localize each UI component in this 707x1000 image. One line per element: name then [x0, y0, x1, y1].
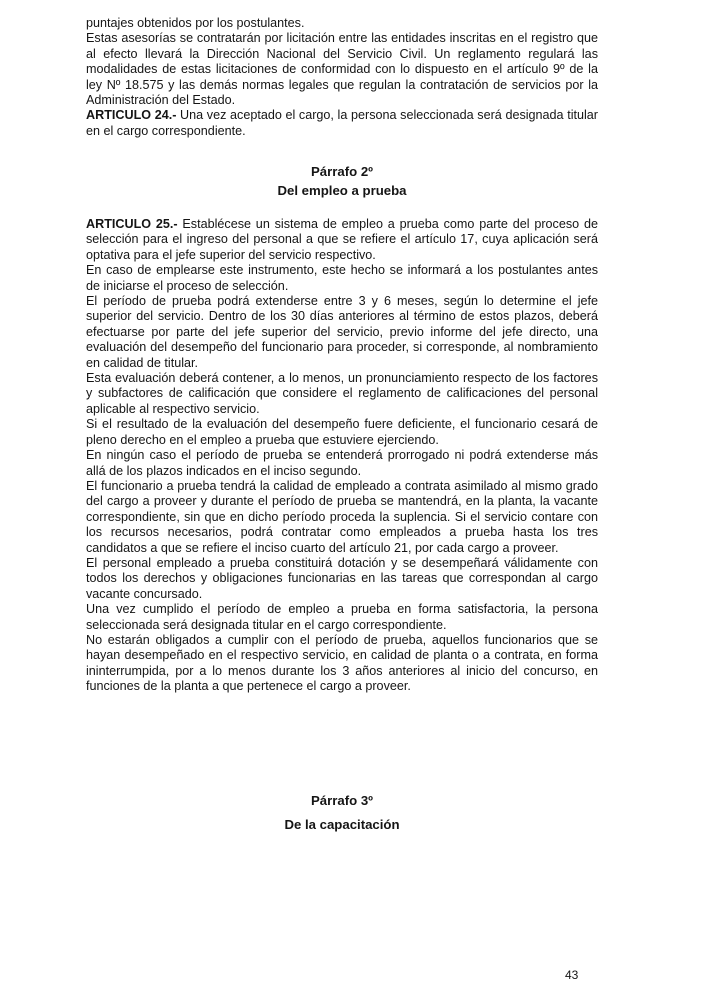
article-text: Una vez aceptado el cargo, la persona seleccionada será designada titular en el cargo correspondiente.: [86, 108, 598, 138]
paragraph: Esta evaluación deberá contener, a lo menos, un pronunciamiento respecto de los factores y subfactores de calificación que considere el reglamento de calificaciones del personal aplicable al respectivo servicio.: [86, 371, 598, 416]
parrafo-label: Párrafo 2º: [311, 164, 373, 179]
paragraph: En ningún caso el período de prueba se entenderá prorrogado ni podrá extenderse más allá de los plazos indicados en el inciso segundo.: [86, 448, 598, 478]
paragraph: Si el resultado de la evaluación del desempeño fuere deficiente, el funcionario cesará de pleno derecho en el empleo a prueba que estuviere ejerciendo.: [86, 417, 598, 447]
paragraph: puntajes obtenidos por los postulantes.: [86, 16, 305, 30]
section-title: Del empleo a prueba: [277, 183, 407, 198]
article-label: ARTICULO 24.-: [86, 108, 177, 123]
top-text-block: [86, 16, 598, 139]
paragraph: El período de prueba podrá extenderse entre 3 y 6 meses, según lo determine el jefe superior del servicio. Dentro de los 30 días anteriores al término de estos plazos, deberá efectuarse por parte del jefe superior del servicio, previo informe del jefe directo, una evaluación del desempeño del funcionario para proceder, si corresponde, al nombramiento en calidad de titular.: [86, 294, 598, 370]
paragraph: Una vez cumplido el período de empleo a prueba en forma satisfactoria, la persona seleccionada será designada titular en el cargo correspondiente.: [86, 602, 598, 632]
parrafo-label: Párrafo 3º: [311, 793, 373, 808]
article-text: Establécese un sistema de empleo a prueba como parte del proceso de selección para el ingreso del personal a que se refiere el artículo 17, cuya aplicación será optativa para el jefe superior del servicio respectivo.: [86, 217, 598, 262]
paragraph: El funcionario a prueba tendrá la calidad de empleado a contrata asimilado al mismo grado del cargo a proveer y durante el período de prueba se mantendrá, en la planta, la vacante correspondiente, sin que en dicho período proceda la suplencia. Si el servicio contare con los recursos necesarios, podrá contratar como empleados a prueba hasta los tres candidatos a que se refiere el inciso cuarto del artículo 21, por cada cargo a proveer.: [86, 478, 598, 555]
paragraph: El personal empleado a prueba constituirá dotación y se desempeñará válidamente con todos los derechos y obligaciones funcionarias en las tareas que correspondan al cargo vacante concursado.: [86, 555, 598, 601]
paragraph: En caso de emplearse este instrumento, este hecho se informará a los postulantes antes de iniciarse el proceso de selección.: [86, 263, 598, 293]
article-label: ARTICULO 25.-: [86, 217, 178, 231]
section-3-heading: [86, 789, 598, 837]
paragraph: Estas asesorías se contratarán por licitación entre las entidades inscritas en el registro que al efecto llevará la Dirección Nacional del Servicio Civil. Un reglamento regulará las modalidades de estas licitaciones de conformidad con lo dispuesto en el artículo 9º de la ley Nº 18.575 y las demás normas legales que regulan la contratación de servicios por la Administración del Estado.: [86, 31, 598, 108]
section-title: De la capacitación: [284, 817, 400, 832]
section-2-heading: [86, 162, 598, 200]
article-25-block: [86, 217, 598, 695]
page-number: 43: [565, 968, 579, 982]
article-24: [86, 108, 598, 139]
paragraph: No estarán obligados a cumplir con el período de prueba, aquellos funcionarios que se hayan desempeñado en el respectivo servicio, en calidad de planta o a contrata, en forma ininterrumpida, por a lo menos durante los 3 años anteriores al inicio del concurso, en funciones de la planta a que pertenece el cargo a proveer.: [86, 632, 598, 694]
article-25: [86, 217, 598, 263]
